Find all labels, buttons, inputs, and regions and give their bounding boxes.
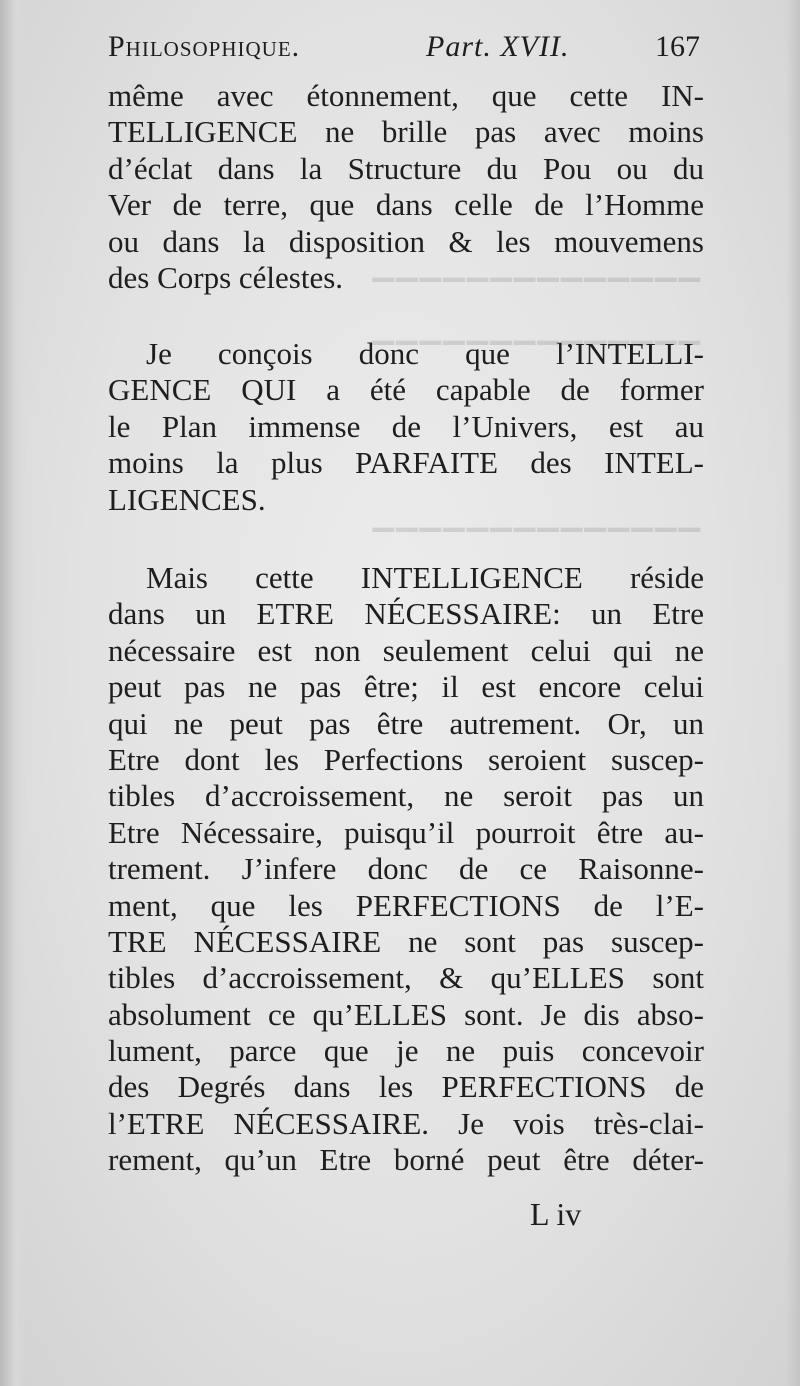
text-line: Etre Nécessaire, puisqu’il pourroit être au- — [108, 814, 704, 850]
paragraph-1 — [108, 78, 704, 296]
text-line: GENCE QUI a été capable de former — [108, 372, 704, 408]
text-line: Mais cette INTELLIGENCE réside — [146, 560, 704, 595]
text-line: absolument ce qu’ELLES sont. Je dis abso- — [108, 996, 704, 1032]
text-line: TRE NÉCESSAIRE ne sont pas suscep- — [108, 923, 704, 959]
text-line: ou dans la disposition & les mouvemens — [108, 223, 704, 259]
text-line: des Corps célestes. — [108, 259, 344, 295]
text-line: d’éclat dans la Structure du Pou ou du — [108, 150, 704, 186]
page-header — [108, 24, 708, 76]
show-through-decoration: ▔▔▔▔▔▔▔▔▔▔▔▔▔▔ — [370, 280, 700, 311]
text-line: Je conçois donc que l’INTELLI- — [146, 336, 704, 371]
text-line: tibles d’accroissement, ne seroit pas un — [108, 778, 704, 814]
running-head: Philosophique. — [108, 30, 301, 63]
text-line: LIGENCES. — [108, 481, 266, 517]
text-line: moins la plus PARFAITE des INTEL- — [108, 445, 704, 481]
show-through-decoration: ▁▁▁▁▁▁▁▁▁▁▁▁▁▁ — [370, 314, 700, 345]
paragraph-3 — [108, 560, 704, 1179]
text-line: lument, parce que je ne puis concevoir — [108, 1033, 704, 1069]
show-through-decoration: ▔▔▔▔▔▔▔▔▔▔▔▔▔▔ — [370, 530, 700, 561]
text-line: tibles d’accroissement, & qu’ELLES sont — [108, 960, 704, 996]
text-line: des Degrés dans les PERFECTIONS de — [108, 1069, 704, 1105]
text-line: même avec étonnement, que cette IN- — [108, 78, 704, 113]
page-edge-shadow — [786, 0, 800, 1386]
text-line: rement, qu’un Etre borné peut être déter- — [108, 1142, 704, 1178]
text-line: dans un ETRE NÉCESSAIRE: un Etre — [108, 596, 704, 632]
paragraph-2 — [108, 336, 704, 518]
part-label: Part. XVII. — [426, 30, 570, 63]
text-line: peut pas ne pas être; il est encore celui — [108, 669, 704, 705]
catchword: L iv — [530, 1196, 582, 1232]
text-line: nécessaire est non seulement celui qui ne — [108, 632, 704, 668]
page-gutter-shadow — [0, 0, 26, 1386]
text-line: Ver de terre, que dans celle de l’Homme — [108, 187, 704, 223]
page-number: 167 — [655, 30, 700, 63]
text-line: trement. J’infere donc de ce Raisonne- — [108, 851, 704, 887]
text-line: TELLIGENCE ne brille pas avec moins — [108, 114, 704, 150]
text-line: Etre dont les Perfections seroient suscep- — [108, 741, 704, 777]
text-line: l’ETRE NÉCESSAIRE. Je vois très-clai- — [108, 1105, 704, 1141]
text-line: ment, que les PERFECTIONS de l’E- — [108, 887, 704, 923]
text-line: le Plan immense de l’Univers, est au — [108, 408, 704, 444]
text-line: qui ne peut pas être autrement. Or, un — [108, 705, 704, 741]
